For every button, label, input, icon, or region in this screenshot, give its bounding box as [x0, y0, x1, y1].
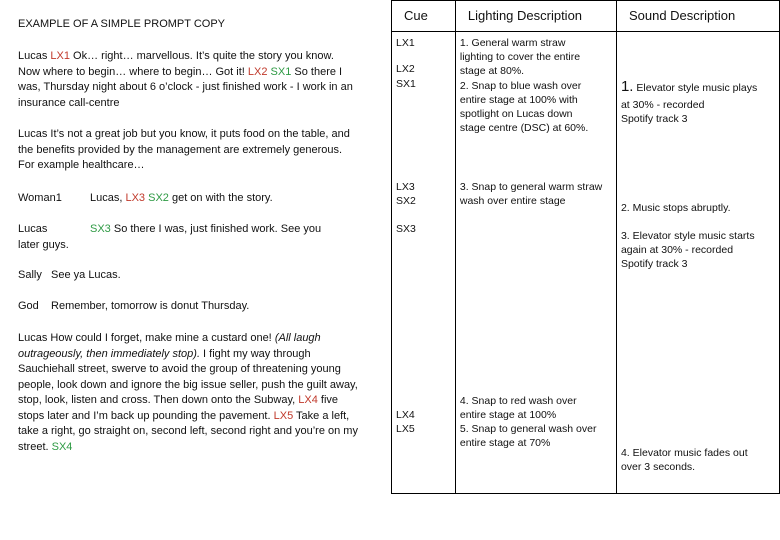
cue-lx4: LX4 [298, 394, 318, 406]
script-paragraph-1: Lucas LX1 Ok… right… marvellous. It’s quite the story you know. Now where to begin… where to begin… Got it! LX2 SX1 So there I was, Thursday night about 6 o’clock - just finished work - I work in an insurance call-centre [18, 50, 353, 109]
lighting-1: 1. General warm straw lighting to cover the entire stage at 80%. [459, 37, 581, 77]
header-lighting: Lighting Description [455, 1, 616, 32]
script-paragraph-4: Lucas SX3 So there I was, just finished work. See you later guys. [18, 223, 322, 251]
script-paragraph-2: Lucas It’s not a great job but you know, it puts food on the table, and the benefits provided by the management are extremely generous. For example healthcare… [18, 128, 350, 171]
lighting-3: 3. Snap to general warm straw wash over entire stage [459, 181, 603, 207]
table-header-row [392, 1, 780, 32]
header-sound: Sound Description [616, 1, 779, 32]
speaker-sally: Sally [18, 269, 42, 281]
cue-lx1: LX1 [50, 50, 70, 62]
cue-cell-lx1: LX1 [396, 37, 415, 49]
script-title: EXAMPLE OF A SIMPLE PROMPT COPY [18, 18, 226, 30]
speaker-woman1: Woman1 [18, 192, 62, 204]
cue-column [392, 32, 456, 494]
cue-sx4: SX4 [51, 440, 73, 453]
cue-cell-sx1: SX1 [396, 78, 416, 90]
cue-sx1: SX1 [270, 65, 292, 78]
cue-cell-lx3: LX3 [396, 181, 415, 193]
lighting-2: 2. Snap to blue wash over entire stage at 100% with spotlight on Lucas down stage centre (DSC) at 60%. [459, 80, 589, 134]
cue-cell-lx5: LX5 [396, 423, 415, 435]
sound-4: 4. Elevator music fades out over 3 seconds. [620, 447, 748, 473]
lighting-column [455, 32, 616, 494]
script-paragraph-3: Woman1 Lucas, LX3 SX2 get on with the story. [18, 191, 358, 207]
cue-sx3: SX3 [90, 223, 111, 235]
cue-sx2: SX2 [148, 192, 169, 204]
speaker-god: God [18, 300, 39, 312]
script-paragraph-6: God Remember, tomorrow is donut Thursday. [18, 300, 250, 312]
script-paragraph-7: Lucas How could I forget, make mine a custard one! (All laugh outrageously, then immediately stop). I fight my way through Sauchiehall street, swerve to avoid the group of threatening young people, look down and ignore the big issue seller, push the guilt away, stop, look, listen and cross. Then down onto the Subway, LX4 five stops later and I’m back up pounding the pavement. LX5 Take a left, take a right, go straight on, second left, second right and you’re on my street. SX4 [18, 332, 358, 453]
lighting-5: 5. Snap to general wash over entire stage at 70% [459, 423, 597, 449]
lighting-4: 4. Snap to red wash over entire stage at 100% [459, 395, 577, 421]
sound-column [616, 32, 779, 494]
sound-2: 2. Music stops abruptly. [620, 202, 731, 214]
cue-cell-lx2: LX2 [396, 63, 415, 75]
cue-cell-lx4: LX4 [396, 409, 415, 421]
script-paragraph-5: Sally See ya Lucas. [18, 269, 121, 281]
header-cue: Cue [392, 1, 456, 32]
cue-cell-sx3: SX3 [396, 223, 416, 235]
speaker-lucas: Lucas [18, 223, 48, 235]
cue-lx3: LX3 [125, 192, 146, 204]
table-row [392, 32, 780, 494]
sound-1-detail: at 30% - recorded Spotify track 3 [620, 99, 705, 125]
cue-lx2: LX2 [247, 65, 268, 78]
cue-table [391, 0, 780, 494]
sound-1: 1. Elevator style music plays [620, 78, 758, 95]
sound-3: 3. Elevator style music starts again at 30% - recorded Spotify track 3 [620, 230, 755, 270]
cue-lx5: LX5 [273, 409, 294, 422]
cue-cell-sx2: SX2 [396, 195, 416, 207]
